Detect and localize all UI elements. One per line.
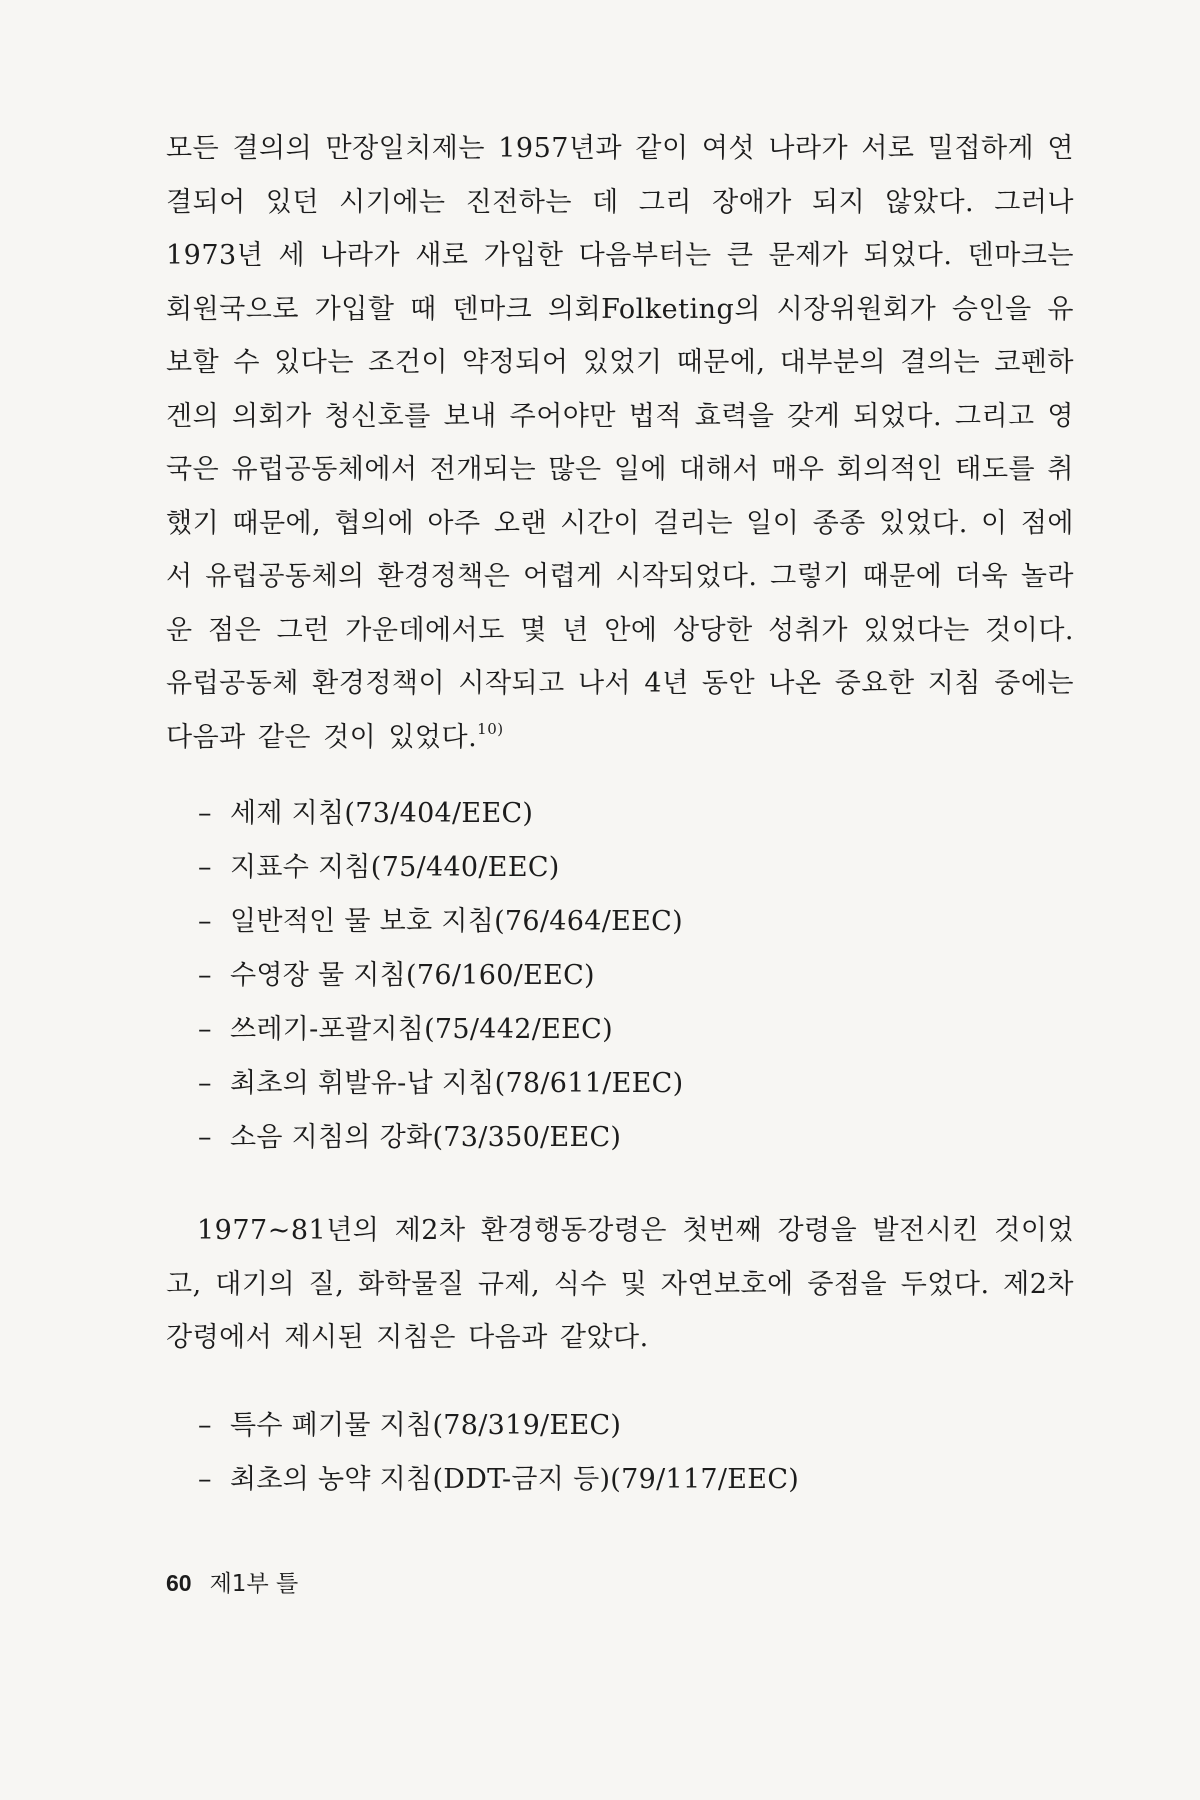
list-item xyxy=(198,1453,1058,1507)
paragraph-1-text: 모든 결의의 만장일치제는 1957년과 같이 여섯 나라가 서로 밀접하게 연결되어 있던 시기에는 진전하는 데 그리 장애가 되지 않았다. 그러나 1973년 세 나라가 새로 가입한 다음부터는 큰 문제가 되었다. 덴마크는 회원국으로 가입할 때 덴마크 의회Folketing의 시장위원회가 승인을 유보할 수 있다는 조건이 약정되어 있었기 때문에, 대부분의 결의는 코펜하겐의 의회가 청신호를 보내 주어야만 법적 효력을 갖게 되었다. 그리고 영국은 유럽공동체에서 전개되는 많은 일에 대해서 매우 회의적인 태도를 취했기 때문에, 협의에 아주 오랜 시간이 걸리는 일이 종종 있었다. 이 점에서 유럽공동체의 환경정책은 어렵게 시작되었다. 그렇기 때문에 더욱 놀라운 점은 그런 가운데에서도 몇 년 안에 상당한 성취가 있었다는 것이다. 유럽공동체 환경정책이 시작되고 나서 4년 동안 나온 중요한 지침 중에는 다음과 같은 것이 있었다. xyxy=(166,133,1074,753)
list-item-text: 지표수 지침(75/440/EEC) xyxy=(230,852,560,883)
list-item xyxy=(198,949,1058,1003)
page-footer xyxy=(166,1568,298,1599)
paragraph-2-text: 1977~81년의 제2차 환경행동강령은 첫번째 강령을 발전시킨 것이었고, 대기의 질, 화학물질 규제, 식수 및 자연보호에 중점을 두었다. 제2차 강령에서 제시된 지침은 다음과 같았다. xyxy=(166,1215,1074,1353)
list-dash: – xyxy=(198,798,212,829)
list-item-text: 세제 지침(73/404/EEC) xyxy=(230,798,534,829)
list-dash: – xyxy=(198,960,212,991)
list-item-text: 일반적인 물 보호 지침(76/464/EEC) xyxy=(230,906,683,937)
list-item xyxy=(198,895,1058,949)
footnote-reference: 10) xyxy=(477,719,504,738)
list-item xyxy=(198,1057,1058,1111)
body-paragraph-1 xyxy=(166,122,1074,764)
list-item xyxy=(198,1399,1058,1453)
list-item xyxy=(198,841,1058,895)
list-dash: – xyxy=(198,1122,212,1153)
list-item-text: 수영장 물 지침(76/160/EEC) xyxy=(230,960,595,991)
list-item xyxy=(198,1111,1058,1165)
list-item-text: 특수 폐기물 지침(78/319/EEC) xyxy=(230,1410,622,1441)
list-dash: – xyxy=(198,1014,212,1045)
list-item-text: 쓰레기-포괄지침(75/442/EEC) xyxy=(230,1014,613,1045)
list-item xyxy=(198,787,1058,841)
list-dash: – xyxy=(198,1410,212,1441)
list-dash: – xyxy=(198,1068,212,1099)
directive-list-2 xyxy=(198,1399,1058,1507)
body-paragraph-2 xyxy=(166,1204,1074,1365)
list-item-text: 최초의 휘발유-납 지침(78/611/EEC) xyxy=(230,1068,684,1099)
list-dash: – xyxy=(198,906,212,937)
list-item-text: 최초의 농약 지침(DDT-금지 등)(79/117/EEC) xyxy=(230,1464,800,1495)
list-item xyxy=(198,1003,1058,1057)
directive-list-1 xyxy=(198,787,1058,1165)
list-dash: – xyxy=(198,852,212,883)
page-number: 60 xyxy=(166,1570,192,1596)
list-item-text: 소음 지침의 강화(73/350/EEC) xyxy=(230,1122,622,1153)
list-dash: – xyxy=(198,1464,212,1495)
section-label: 제1부 틀 xyxy=(209,1571,299,1597)
